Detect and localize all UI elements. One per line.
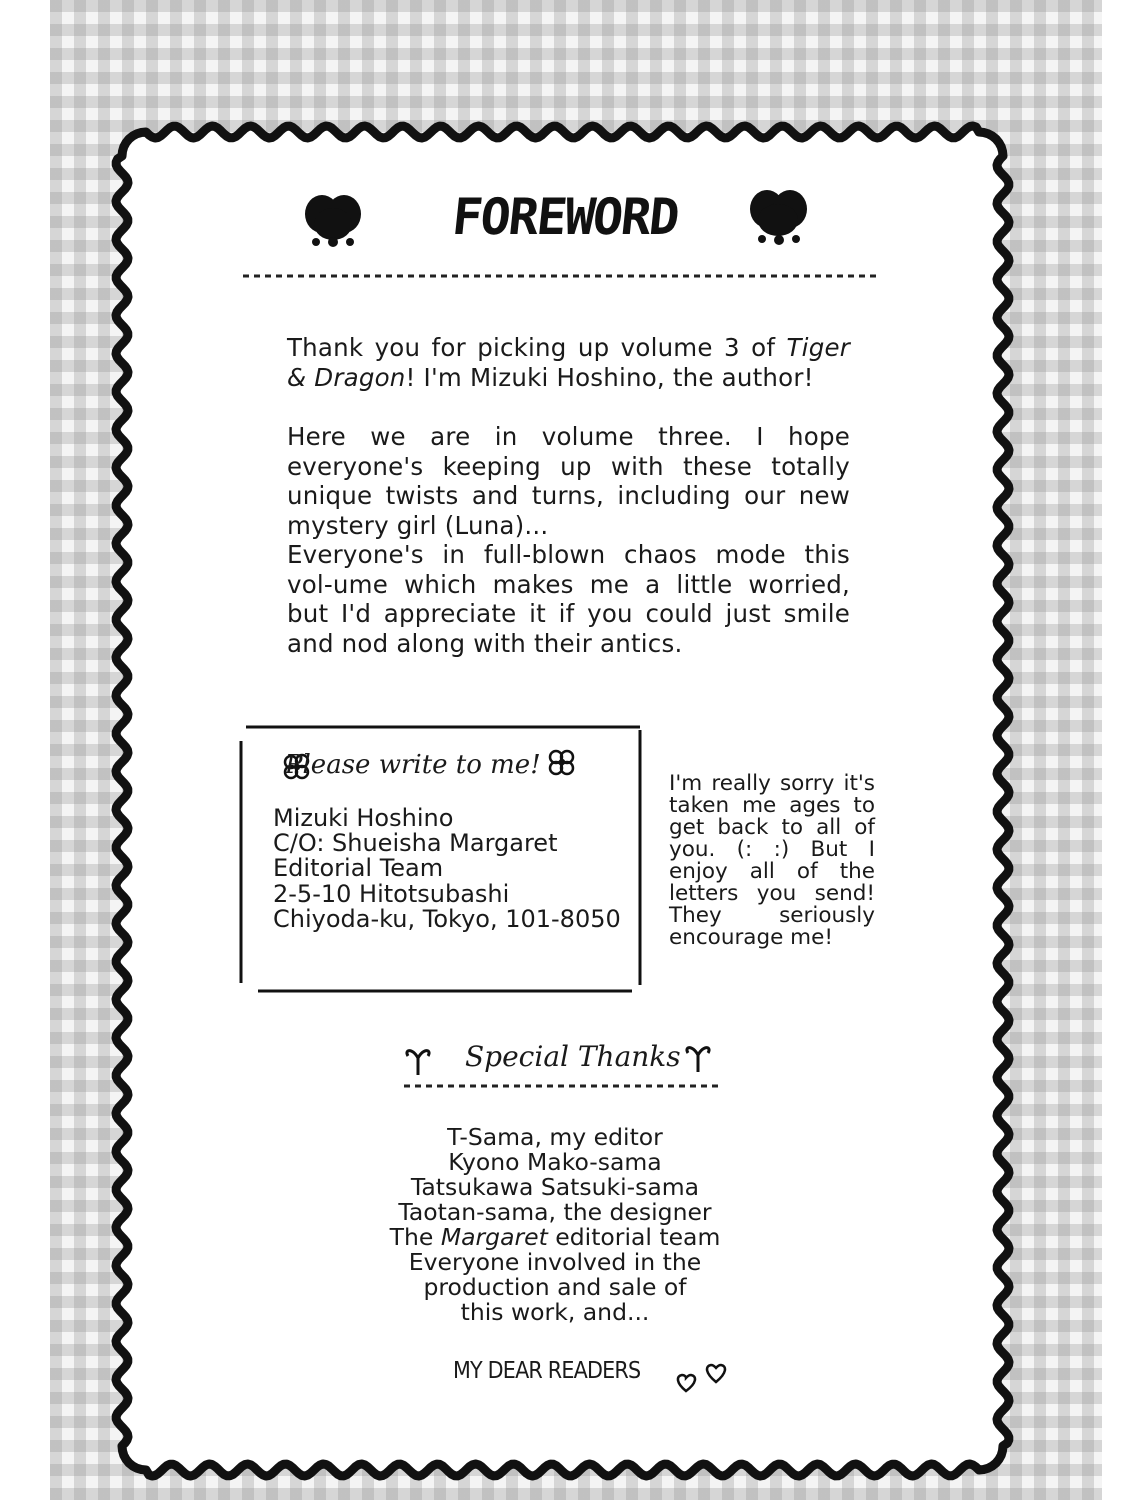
address-line: Editorial Team	[273, 854, 444, 883]
thanks-line-start: The	[389, 1223, 441, 1251]
intro-text-end: ! I'm Mizuki Hoshino, the author!	[405, 362, 814, 392]
thanks-line	[340, 1225, 770, 1250]
special-thanks-heading: Special Thanks	[465, 1040, 681, 1073]
flower-icon-left	[305, 195, 361, 247]
mailing-address	[273, 806, 621, 932]
thanks-line: T-Sama, my editor	[447, 1123, 663, 1151]
thanks-line: Everyone involved in the	[408, 1248, 702, 1276]
intro-text-start: Thank you for picking up volume 3 of	[287, 333, 787, 362]
address-line: C/O: Shueisha Margaret	[273, 829, 558, 858]
thanks-line: production and sale of	[423, 1273, 687, 1301]
thanks-line: Kyono Mako-sama	[448, 1148, 662, 1176]
address-line: Mizuki Hoshino	[273, 804, 454, 832]
volume-paragraph: Here we are in volume three. I hope everyone's keeping up with these totally unique twists and turns, including our new mystery girl (Luna)...	[287, 422, 850, 541]
thanks-line: Tatsukawa Satsuki-sama	[410, 1173, 700, 1201]
side-note: I'm really sorry it's taken me ages to get back to all of you. (: :) But I enjoy all of the letters you send! They seriously encourage me!	[669, 771, 875, 950]
thanks-line: this work, and...	[460, 1298, 650, 1326]
page-title: FOREWORD	[449, 188, 681, 246]
thanks-line-end: editorial team	[547, 1223, 721, 1251]
intro-paragraph	[287, 333, 850, 392]
thanks-line: Taotan-sama, the designer	[398, 1198, 712, 1226]
book-title: Tiger & Dragon	[287, 333, 850, 392]
chaos-paragraph: Everyone's in full-blown chaos mode this vol-ume which makes me a little worried, but I'd appreciate it if you could just smile and nod along with their antics.	[287, 540, 850, 659]
address-line: Chiyoda-ku, Tokyo, 101-8050	[273, 904, 621, 933]
magazine-title: Margaret	[440, 1223, 548, 1251]
mail-heading: Please write to me!	[285, 750, 541, 780]
closing-line: MY DEAR READERS	[453, 1358, 641, 1384]
address-line: 2-5-10 Hitotsubashi	[273, 879, 510, 908]
thanks-list	[340, 1125, 770, 1325]
